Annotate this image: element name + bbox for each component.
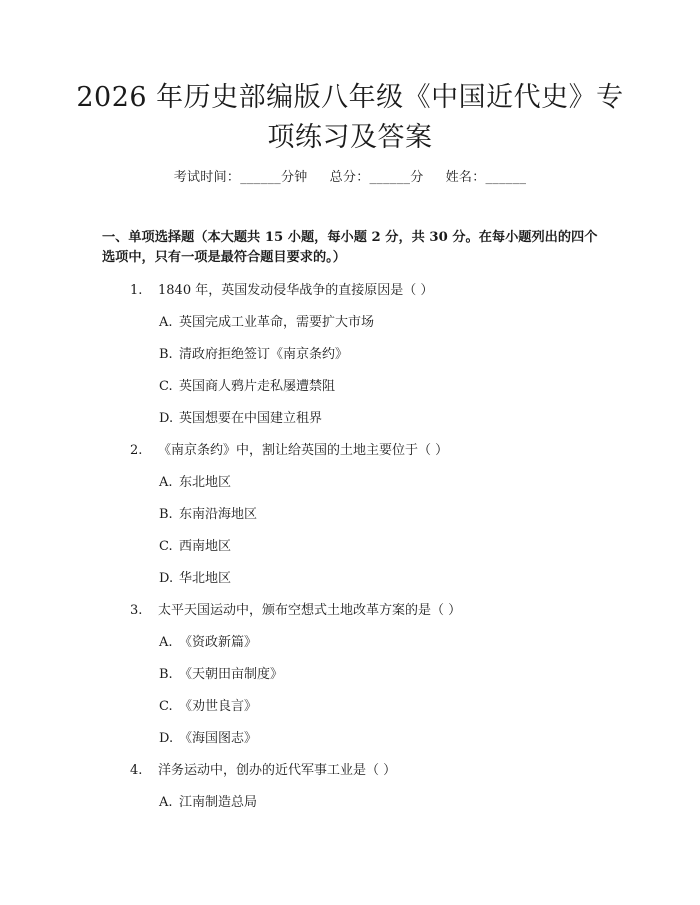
total-score-field: 总分：______分 <box>329 170 424 185</box>
option-3c <box>159 698 257 716</box>
question-1 <box>130 282 433 300</box>
option-text: 英国完成工业革命，需要扩大市场 <box>179 315 375 330</box>
option-4a <box>159 794 257 812</box>
option-text: 东北地区 <box>179 475 232 490</box>
option-letter: C. <box>159 699 173 714</box>
option-text: 《海国图志》 <box>179 731 258 746</box>
option-1c <box>159 378 335 396</box>
exam-info <box>0 168 700 188</box>
option-2b <box>159 506 257 524</box>
option-text: 清政府拒绝签订《南京条约》 <box>179 347 349 362</box>
option-text: 英国想要在中国建立租界 <box>179 411 323 426</box>
option-1d <box>159 410 322 428</box>
question-stem: 洋务运动中，创办的近代军事工业是（ ） <box>158 763 397 778</box>
option-letter: C. <box>159 539 173 554</box>
section-heading: 一、单项选择题（本大题共 15 小题，每小题 2 分，共 30 分。在每小题列出的四个选项中，只有一项是最符合题目要求的。） <box>102 230 598 265</box>
option-letter: B. <box>159 347 173 362</box>
option-letter: A. <box>159 315 173 330</box>
option-letter: D. <box>159 571 174 586</box>
question-number: 3. <box>130 603 143 618</box>
title-line-2: 项练习及答案 <box>267 122 433 153</box>
option-text: 《劝世良言》 <box>179 699 258 714</box>
option-text: 江南制造总局 <box>179 795 258 810</box>
question-stem: 《南京条约》中，割让给英国的土地主要位于（ ） <box>158 443 449 458</box>
option-text: 《资政新篇》 <box>179 635 258 650</box>
option-text: 英国商人鸦片走私屡遭禁阻 <box>179 379 336 394</box>
exam-time-field: 考试时间：______分钟 <box>173 170 308 185</box>
question-number: 2. <box>130 443 143 458</box>
option-2a <box>159 474 231 492</box>
option-letter: A. <box>159 475 173 490</box>
option-3b <box>159 666 283 684</box>
title-line-1: 2026 年历史部编版八年级《中国近代史》专 <box>76 82 624 113</box>
question-number: 4. <box>130 763 143 778</box>
option-letter: D. <box>159 731 174 746</box>
option-letter: B. <box>159 667 173 682</box>
document-title <box>0 78 700 158</box>
option-1a <box>159 314 374 332</box>
option-text: 华北地区 <box>179 571 232 586</box>
option-letter: A. <box>159 795 173 810</box>
option-1b <box>159 346 348 364</box>
question-stem: 1840 年，英国发动侵华战争的直接原因是（ ） <box>158 283 434 298</box>
question-3 <box>130 602 461 620</box>
student-name-field: 姓名：______ <box>445 170 527 185</box>
option-2d <box>159 570 231 588</box>
option-text: 西南地区 <box>179 539 232 554</box>
option-text: 东南沿海地区 <box>179 507 258 522</box>
option-2c <box>159 538 231 556</box>
question-number: 1. <box>130 283 143 298</box>
option-letter: C. <box>159 379 173 394</box>
option-3a <box>159 634 257 652</box>
option-text: 《天朝田亩制度》 <box>179 667 284 682</box>
question-2 <box>130 442 448 460</box>
option-letter: B. <box>159 507 173 522</box>
question-4 <box>130 762 396 780</box>
option-letter: A. <box>159 635 173 650</box>
option-3d <box>159 730 257 748</box>
question-stem: 太平天国运动中，颁布空想式土地改革方案的是（ ） <box>158 603 462 618</box>
option-letter: D. <box>159 411 174 426</box>
